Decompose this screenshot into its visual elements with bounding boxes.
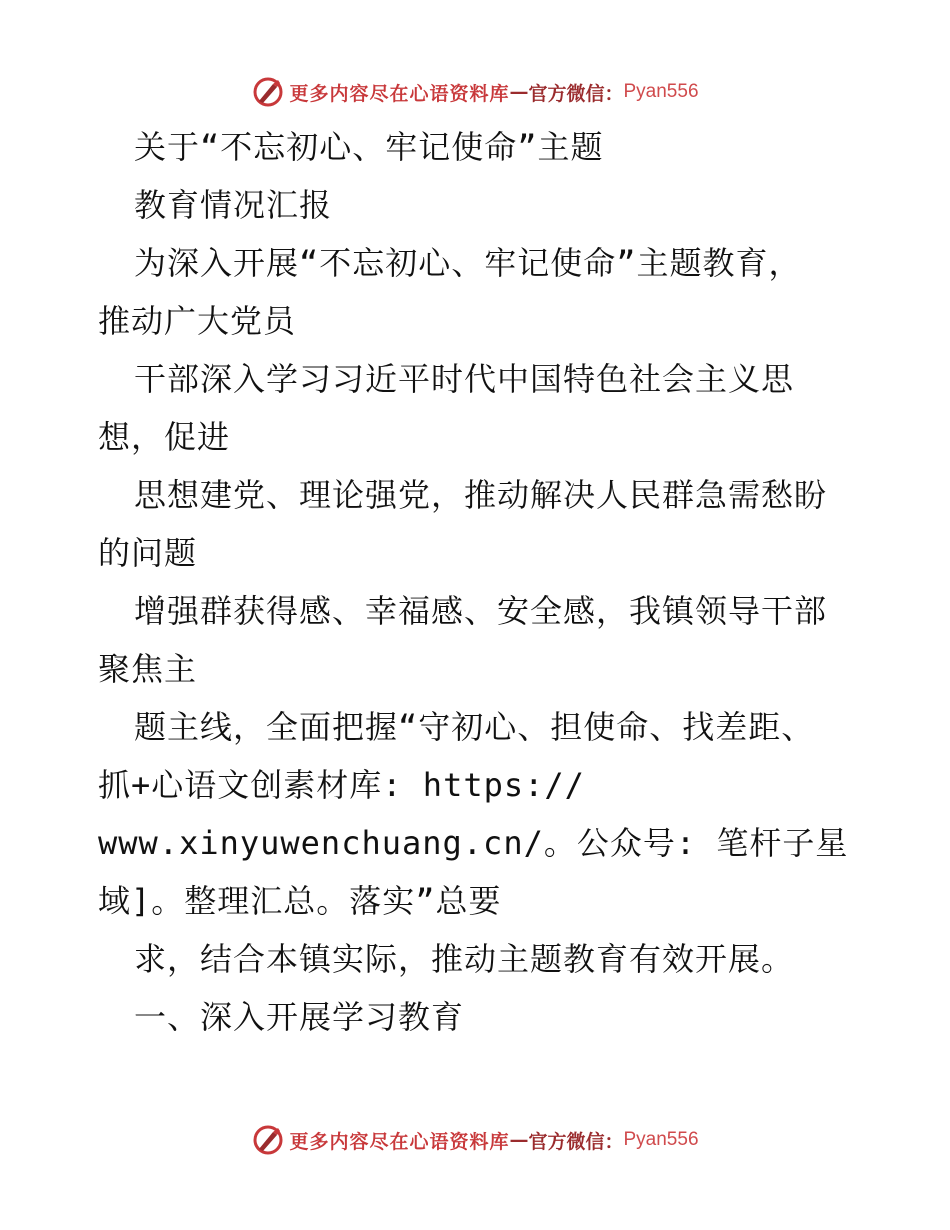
- watermark-text: 更多内容尽在心语资料库: [289, 82, 510, 105]
- quill-pen-logo-icon: [251, 1123, 285, 1157]
- body-text-line: 抓+心语文创素材库: https://: [98, 766, 585, 804]
- body-text-line: 关于“不忘初心、牢记使命”主题: [134, 128, 604, 166]
- body-text-line: 教育情况汇报: [134, 186, 333, 224]
- watermark-dash: —: [509, 1129, 529, 1151]
- body-text-line: 推动广大党员: [98, 302, 297, 340]
- body-text-line: 求，结合本镇实际，推动主题教育有效开展。: [134, 940, 795, 978]
- body-text-line: www.xinyuwenchuang.cn/。公众号: 笔杆子星: [98, 824, 849, 862]
- watermark-dash: —: [509, 81, 529, 103]
- body-text-line: 域]。整理汇总。落实”总要: [98, 882, 502, 920]
- watermark-official-label: 官方微信：: [528, 82, 624, 105]
- body-text-line: 聚焦主: [98, 650, 198, 688]
- watermark-wechat-id: Pyan556: [623, 1129, 699, 1150]
- body-text-line: 题主线，全面把握“守初心、担使命、找差距、: [134, 708, 815, 746]
- body-text-line: 干部深入学习习近平时代中国特色社会主义思: [134, 360, 795, 398]
- body-text-line: 的问题: [98, 534, 198, 572]
- body-text-line: 为深入开展“不忘初心、牢记使命”主题教育，: [134, 244, 802, 282]
- footer-watermark: [0, 1120, 950, 1160]
- quill-pen-logo-icon: [251, 75, 285, 109]
- body-text-line: 思想建党、理论强党，推动解决人民群急需愁盼: [134, 476, 828, 514]
- body-text-line: 增强群获得感、幸福感、安全感，我镇领导干部: [134, 592, 828, 630]
- watermark-wechat-id: Pyan556: [623, 81, 699, 102]
- watermark-official-label: 官方微信：: [528, 1130, 624, 1153]
- body-text-line: 想，促进: [98, 418, 231, 456]
- watermark-text: 更多内容尽在心语资料库: [289, 1130, 510, 1153]
- body-text-line: 一、深入开展学习教育: [134, 998, 465, 1036]
- header-watermark: [0, 72, 950, 112]
